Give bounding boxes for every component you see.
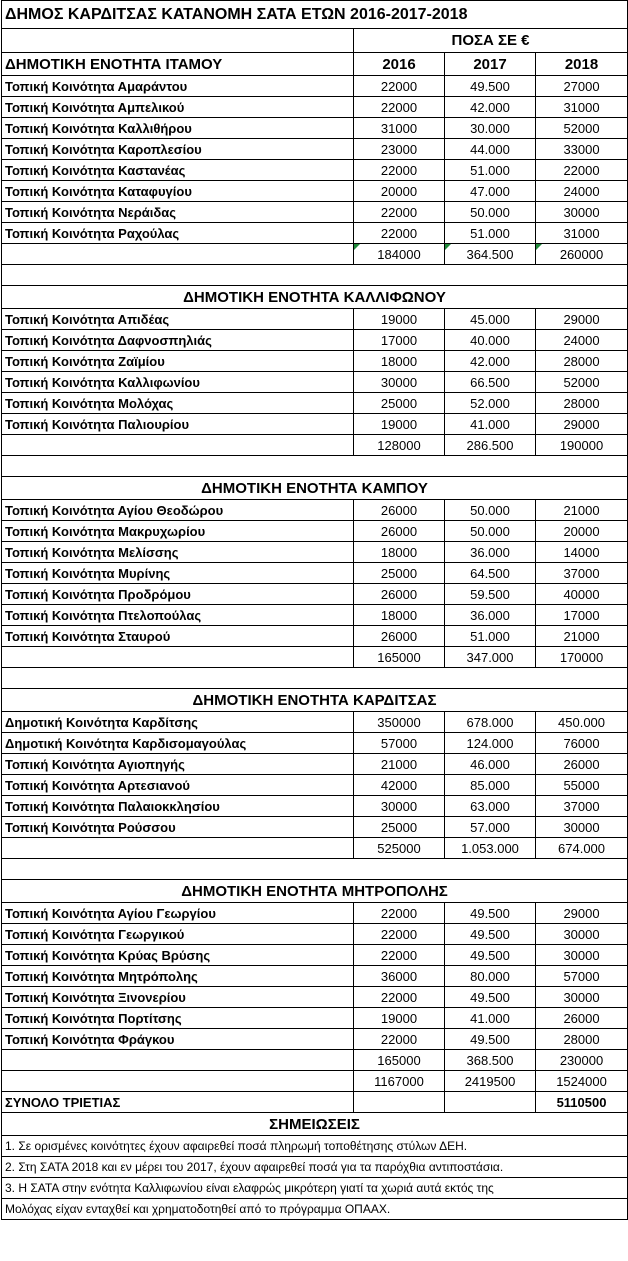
amount-cell: 30000 xyxy=(354,372,445,393)
amount-cell: 30000 xyxy=(536,945,628,966)
amount-cell: 19000 xyxy=(354,414,445,435)
amount-cell: 30000 xyxy=(536,987,628,1008)
blank-row xyxy=(2,456,628,477)
amount-cell: 30.000 xyxy=(445,118,536,139)
amount-cell: 51.000 xyxy=(445,626,536,647)
community-name: Τοπική Κοινότητα Δαφνοσπηλιάς xyxy=(2,330,354,351)
amount-cell: 22000 xyxy=(354,97,445,118)
amount-cell: 28000 xyxy=(536,351,628,372)
community-name: Τοπική Κοινότητα Ξινονερίου xyxy=(2,987,354,1008)
grand-total: 1167000 xyxy=(354,1071,445,1092)
community-name: Τοπική Κοινότητα Καστανέας xyxy=(2,160,354,181)
amount-cell: 31000 xyxy=(536,97,628,118)
amount-cell: 49.500 xyxy=(445,945,536,966)
blank-cell xyxy=(2,435,354,456)
year-header: 2017 xyxy=(445,53,536,76)
community-name: Τοπική Κοινότητα Αγίου Θεοδώρου xyxy=(2,500,354,521)
amount-cell: 49.500 xyxy=(445,76,536,97)
amount-cell: 22000 xyxy=(354,223,445,244)
amount-cell: 29000 xyxy=(536,903,628,924)
amount-cell: 22000 xyxy=(354,1029,445,1050)
amount-cell: 50.000 xyxy=(445,500,536,521)
amount-cell: 22000 xyxy=(536,160,628,181)
section-total: 368.500 xyxy=(445,1050,536,1071)
amount-cell: 28000 xyxy=(536,393,628,414)
amount-cell: 24000 xyxy=(536,330,628,351)
community-name: Τοπική Κοινότητα Απιδέας xyxy=(2,309,354,330)
section-total: 286.500 xyxy=(445,435,536,456)
community-name: Τοπική Κοινότητα Καροπλεσίου xyxy=(2,139,354,160)
community-name: Τοπική Κοινότητα Ρούσσου xyxy=(2,817,354,838)
section-total: 364.500 xyxy=(445,244,536,265)
amount-cell: 17000 xyxy=(536,605,628,626)
community-name: Τοπική Κοινότητα Καλλιφωνίου xyxy=(2,372,354,393)
community-name: Τοπική Κοινότητα Καλλιθήρου xyxy=(2,118,354,139)
amount-cell: 41.000 xyxy=(445,1008,536,1029)
amount-cell: 85.000 xyxy=(445,775,536,796)
community-name: Τοπική Κοινότητα Κρύας Βρύσης xyxy=(2,945,354,966)
amount-cell: 59.500 xyxy=(445,584,536,605)
sata-table xyxy=(1,0,628,1220)
grand-total: 1524000 xyxy=(536,1071,628,1092)
section-total: 1.053.000 xyxy=(445,838,536,859)
section-total: 525000 xyxy=(354,838,445,859)
amount-cell: 22000 xyxy=(354,160,445,181)
amount-cell: 678.000 xyxy=(445,712,536,733)
section-total: 165000 xyxy=(354,647,445,668)
amount-cell: 17000 xyxy=(354,330,445,351)
amount-cell: 25000 xyxy=(354,563,445,584)
blank-cell xyxy=(2,29,354,53)
community-name: Τοπική Κοινότητα Αμαράντου xyxy=(2,76,354,97)
amount-cell: 66.500 xyxy=(445,372,536,393)
amount-cell: 18000 xyxy=(354,351,445,372)
grand-total: 2419500 xyxy=(445,1071,536,1092)
amount-cell: 44.000 xyxy=(445,139,536,160)
amount-cell: 55000 xyxy=(536,775,628,796)
community-name: Τοπική Κοινότητα Νεράιδας xyxy=(2,202,354,223)
amount-cell: 40.000 xyxy=(445,330,536,351)
blank-row xyxy=(2,668,628,689)
amount-cell: 57000 xyxy=(354,733,445,754)
amount-cell: 25000 xyxy=(354,817,445,838)
amount-cell: 22000 xyxy=(354,945,445,966)
amount-cell: 21000 xyxy=(354,754,445,775)
section-title: ΔΗΜΟΤΙΚΗ ΕΝΟΤΗΤΑ ΚΑΛΛΙΦΩΝΟΥ xyxy=(2,286,628,309)
amount-cell: 52000 xyxy=(536,118,628,139)
amount-cell: 26000 xyxy=(354,521,445,542)
section-title: ΔΗΜΟΤΙΚΗ ΕΝΟΤΗΤΑ ΚΑΜΠΟΥ xyxy=(2,477,628,500)
amount-cell: 27000 xyxy=(536,76,628,97)
amount-cell: 64.500 xyxy=(445,563,536,584)
community-name: Τοπική Κοινότητα Αγιοπηγής xyxy=(2,754,354,775)
blank-cell xyxy=(2,647,354,668)
community-name: Τοπική Κοινότητα Ζαϊμίου xyxy=(2,351,354,372)
section-total: 128000 xyxy=(354,435,445,456)
community-name: Τοπική Κοινότητα Μολόχας xyxy=(2,393,354,414)
amount-cell: 49.500 xyxy=(445,987,536,1008)
community-name: Τοπική Κοινότητα Προδρόμου xyxy=(2,584,354,605)
section-total: 347.000 xyxy=(445,647,536,668)
amount-cell: 450.000 xyxy=(536,712,628,733)
amount-cell: 57.000 xyxy=(445,817,536,838)
community-name: Τοπική Κοινότητα Σταυρού xyxy=(2,626,354,647)
community-name: Τοπική Κοινότητα Αμπελικού xyxy=(2,97,354,118)
community-name: Τοπική Κοινότητα Πορτίτσης xyxy=(2,1008,354,1029)
amount-cell: 22000 xyxy=(354,987,445,1008)
amount-cell: 26000 xyxy=(536,1008,628,1029)
amount-cell: 47.000 xyxy=(445,181,536,202)
amount-cell: 29000 xyxy=(536,414,628,435)
community-name: Δημοτική Κοινότητα Καρδίτσης xyxy=(2,712,354,733)
community-name: Δημοτική Κοινότητα Καρδισομαγούλας xyxy=(2,733,354,754)
amount-cell: 36.000 xyxy=(445,542,536,563)
amount-cell: 57000 xyxy=(536,966,628,987)
amount-cell: 28000 xyxy=(536,1029,628,1050)
amount-cell: 22000 xyxy=(354,202,445,223)
blank-cell xyxy=(2,1050,354,1071)
blank-cell xyxy=(354,1092,445,1113)
amount-cell: 14000 xyxy=(536,542,628,563)
notes-title: ΣΗΜΕΙΩΣΕΙΣ xyxy=(2,1113,628,1136)
amount-cell: 42.000 xyxy=(445,351,536,372)
amount-cell: 19000 xyxy=(354,309,445,330)
amount-cell: 22000 xyxy=(354,903,445,924)
community-name: Τοπική Κοινότητα Παλιουρίου xyxy=(2,414,354,435)
amount-cell: 50.000 xyxy=(445,521,536,542)
amount-cell: 49.500 xyxy=(445,1029,536,1050)
amount-cell: 29000 xyxy=(536,309,628,330)
amount-cell: 76000 xyxy=(536,733,628,754)
amounts-label: ΠΟΣΑ ΣΕ € xyxy=(354,29,628,53)
amount-cell: 31000 xyxy=(536,223,628,244)
amount-cell: 20000 xyxy=(354,181,445,202)
community-name: Τοπική Κοινότητα Γεωργικού xyxy=(2,924,354,945)
community-name: Τοπική Κοινότητα Αγίου Γεωργίου xyxy=(2,903,354,924)
amount-cell: 21000 xyxy=(536,500,628,521)
amount-cell: 30000 xyxy=(354,796,445,817)
blank-cell xyxy=(2,838,354,859)
amount-cell: 26000 xyxy=(536,754,628,775)
section-title: ΔΗΜΟΤΙΚΗ ΕΝΟΤΗΤΑ ΙΤΑΜΟΥ xyxy=(2,53,354,76)
amount-cell: 124.000 xyxy=(445,733,536,754)
triennium-label: ΣΥΝΟΛΟ ΤΡΙΕΤΙΑΣ xyxy=(2,1092,354,1113)
amount-cell: 41.000 xyxy=(445,414,536,435)
amount-cell: 24000 xyxy=(536,181,628,202)
amount-cell: 36000 xyxy=(354,966,445,987)
note-line: 1. Σε ορισμένες κοινότητες έχουν αφαιρεθεί ποσά πληρωμή τοποθέτησης στύλων ΔΕΗ. xyxy=(2,1136,628,1157)
amount-cell: 350000 xyxy=(354,712,445,733)
amount-cell: 26000 xyxy=(354,584,445,605)
note-line: Μολόχας είχαν ενταχθεί και χρηματοδοτηθεί από το πρόγραμμα ΟΠΑΑΧ. xyxy=(2,1199,628,1220)
amount-cell: 26000 xyxy=(354,626,445,647)
amount-cell: 23000 xyxy=(354,139,445,160)
community-name: Τοπική Κοινότητα Ραχούλας xyxy=(2,223,354,244)
amount-cell: 18000 xyxy=(354,605,445,626)
note-line: 3. Η ΣΑΤΑ στην ενότητα Καλλιφωνίου είναι ελαφρώς μικρότερη γιατί τα χωριά αυτά εκτός της xyxy=(2,1178,628,1199)
section-total: 674.000 xyxy=(536,838,628,859)
amount-cell: 30000 xyxy=(536,924,628,945)
amount-cell: 25000 xyxy=(354,393,445,414)
amount-cell: 37000 xyxy=(536,563,628,584)
community-name: Τοπική Κοινότητα Φράγκου xyxy=(2,1029,354,1050)
community-name: Τοπική Κοινότητα Μακρυχωρίου xyxy=(2,521,354,542)
amount-cell: 19000 xyxy=(354,1008,445,1029)
amount-cell: 22000 xyxy=(354,76,445,97)
amount-cell: 31000 xyxy=(354,118,445,139)
amount-cell: 33000 xyxy=(536,139,628,160)
community-name: Τοπική Κοινότητα Μητρόπολης xyxy=(2,966,354,987)
page-title: ΔΗΜΟΣ ΚΑΡΔΙΤΣΑΣ ΚΑΤΑΝΟΜΗ ΣΑΤΑ ΕΤΩΝ 2016-2017-2018 xyxy=(2,1,628,29)
community-name: Τοπική Κοινότητα Αρτεσιανού xyxy=(2,775,354,796)
section-total: 165000 xyxy=(354,1050,445,1071)
amount-cell: 49.500 xyxy=(445,903,536,924)
year-header: 2016 xyxy=(354,53,445,76)
amount-cell: 80.000 xyxy=(445,966,536,987)
section-total: 230000 xyxy=(536,1050,628,1071)
community-name: Τοπική Κοινότητα Καταφυγίου xyxy=(2,181,354,202)
amount-cell: 36.000 xyxy=(445,605,536,626)
note-line: 2. Στη ΣΑΤΑ 2018 και εν μέρει του 2017, έχουν αφαιρεθεί ποσά για τα παρόχθια αντιποστάσια. xyxy=(2,1157,628,1178)
blank-cell xyxy=(2,244,354,265)
community-name: Τοπική Κοινότητα Πτελοπούλας xyxy=(2,605,354,626)
blank-cell xyxy=(445,1092,536,1113)
amount-cell: 46.000 xyxy=(445,754,536,775)
section-title: ΔΗΜΟΤΙΚΗ ΕΝΟΤΗΤΑ ΜΗΤΡΟΠΟΛΗΣ xyxy=(2,880,628,903)
amount-cell: 42.000 xyxy=(445,97,536,118)
triennium-total: 5110500 xyxy=(536,1092,628,1113)
amount-cell: 52.000 xyxy=(445,393,536,414)
amount-cell: 37000 xyxy=(536,796,628,817)
blank-row xyxy=(2,859,628,880)
section-title: ΔΗΜΟΤΙΚΗ ΕΝΟΤΗΤΑ ΚΑΡΔΙΤΣΑΣ xyxy=(2,689,628,712)
amount-cell: 18000 xyxy=(354,542,445,563)
blank-cell xyxy=(2,1071,354,1092)
amount-cell: 40000 xyxy=(536,584,628,605)
amount-cell: 51.000 xyxy=(445,223,536,244)
community-name: Τοπική Κοινότητα Μελίσσης xyxy=(2,542,354,563)
amount-cell: 49.500 xyxy=(445,924,536,945)
section-total: 170000 xyxy=(536,647,628,668)
community-name: Τοπική Κοινότητα Μυρίνης xyxy=(2,563,354,584)
amount-cell: 45.000 xyxy=(445,309,536,330)
section-total: 190000 xyxy=(536,435,628,456)
amount-cell: 30000 xyxy=(536,202,628,223)
amount-cell: 21000 xyxy=(536,626,628,647)
amount-cell: 20000 xyxy=(536,521,628,542)
blank-row xyxy=(2,265,628,286)
amount-cell: 26000 xyxy=(354,500,445,521)
amount-cell: 51.000 xyxy=(445,160,536,181)
section-total: 184000 xyxy=(354,244,445,265)
amount-cell: 42000 xyxy=(354,775,445,796)
amount-cell: 22000 xyxy=(354,924,445,945)
amount-cell: 52000 xyxy=(536,372,628,393)
community-name: Τοπική Κοινότητα Παλαιοκκλησίου xyxy=(2,796,354,817)
amount-cell: 50.000 xyxy=(445,202,536,223)
amount-cell: 63.000 xyxy=(445,796,536,817)
year-header: 2018 xyxy=(536,53,628,76)
section-total: 260000 xyxy=(536,244,628,265)
amount-cell: 30000 xyxy=(536,817,628,838)
